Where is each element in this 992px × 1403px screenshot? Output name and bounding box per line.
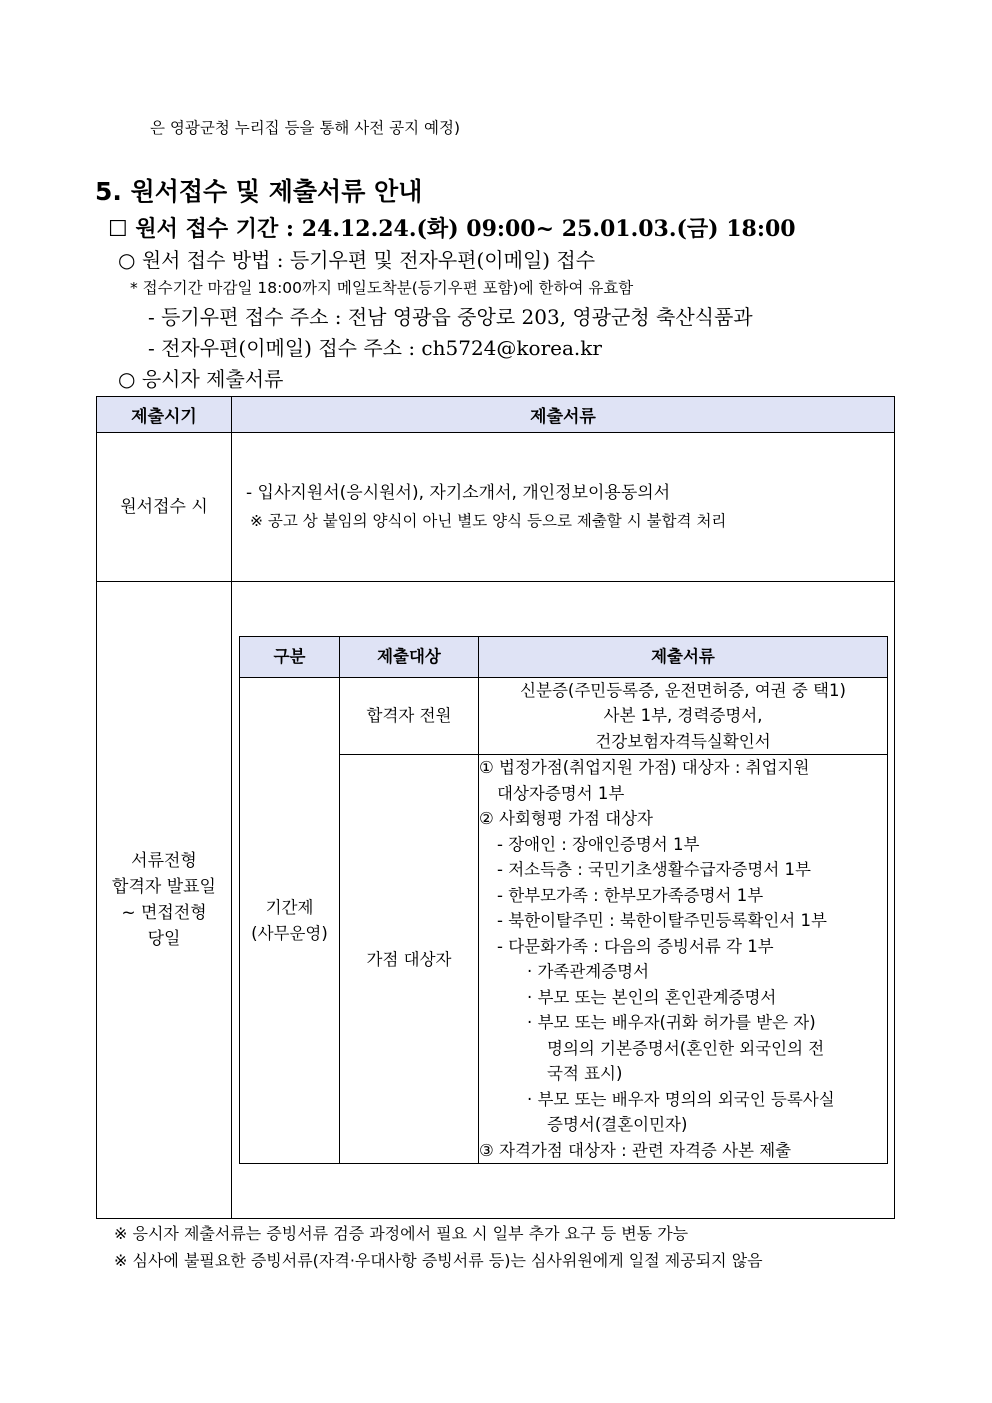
bonus-doc-line: 대상자증명서 1부 — [497, 783, 625, 803]
bonus-doc-line: · 가족관계증명서 — [527, 962, 650, 982]
circle-bullet: ○ — [118, 248, 136, 272]
footnote-2: ※ 심사에 불필요한 증빙서류(자격·우대사항 증빙서류 등)는 심사위원에게 일절 제공되지 않음 — [114, 1251, 763, 1270]
docs-all-line: 사본 1부, 경력증명서, — [603, 706, 763, 726]
docs-all-line: 건강보험자격득실확인서 — [595, 731, 771, 751]
row2-time-line: 당일 — [147, 929, 181, 949]
category-line: (사무운영) — [251, 923, 328, 943]
row2-time-line: 합격자 발표일 — [112, 877, 216, 897]
footnote-1: ※ 응시자 제출서류는 증빙서류 검증 과정에서 필요 시 일부 추가 요구 등 변동 가능 — [114, 1224, 689, 1243]
target-bonus: 가점 대상자 — [340, 755, 479, 1164]
table-header-row — [97, 397, 895, 433]
row2-time-line: ~ 면접전형 — [121, 903, 207, 923]
application-method — [118, 244, 595, 273]
bonus-doc-line: - 장애인 : 장애인증명서 1부 — [497, 834, 700, 854]
detail-header-row — [240, 636, 888, 677]
method-value: 등기우편 및 전자우편(이메일) 접수 — [289, 248, 596, 272]
table-row — [97, 582, 895, 1219]
row2-time-line: 서류전형 — [131, 851, 197, 871]
period-label: 원서 접수 기간 : — [135, 216, 295, 242]
header-target: 제출대상 — [340, 636, 479, 677]
docs-bonus — [479, 755, 888, 1164]
section-heading: 5. 원서접수 및 제출서류 안내 — [95, 177, 423, 206]
docs-all-line: 신분증(주민등록증, 운전면허증, 여권 중 택1) — [520, 680, 846, 700]
bonus-doc-line: · 부모 또는 배우자(귀화 허가를 받은 자) — [527, 1013, 816, 1033]
header-submit-time: 제출시기 — [97, 397, 232, 433]
target-all: 합격자 전원 — [340, 677, 479, 755]
table-row — [97, 433, 895, 582]
bonus-doc-line: ② 사회형평 가점 대상자 — [479, 809, 653, 829]
bonus-doc-line: - 저소득층 : 국민기초생활수급자증명서 1부 — [497, 860, 811, 880]
category-cell — [240, 677, 340, 1164]
docs-title-label: 응시자 제출서류 — [141, 367, 284, 391]
row2-time — [97, 582, 232, 1219]
row1-doc-line: - 입사지원서(응시원서), 자기소개서, 개인정보이용동의서 — [246, 483, 671, 503]
row2-docs — [232, 582, 895, 1219]
mail-address — [148, 301, 753, 330]
deadline-note: * 접수기간 마감일 18:00까지 메일도착분(등기우편 포함)에 한하여 유효함 — [130, 279, 634, 297]
circle-bullet: ○ — [118, 367, 136, 391]
bonus-doc-line: 증명서(결혼이민자) — [547, 1115, 688, 1135]
table-row — [240, 677, 888, 755]
mail-address-value: 전남 영광읍 중앙로 203, 영광군청 축산식품과 — [347, 305, 753, 329]
bonus-doc-line: ③ 자격가점 대상자 : 관련 자격증 사본 제출 — [479, 1140, 792, 1160]
bonus-doc-line: - 한부모가족 : 한부모가족증명서 1부 — [497, 885, 764, 905]
bonus-doc-line: · 부모 또는 본인의 혼인관계증명서 — [527, 987, 777, 1007]
checkbox-bullet: ☐ — [108, 217, 128, 242]
application-period — [108, 212, 796, 243]
docs-title — [118, 363, 283, 392]
bonus-doc-line: - 북한이탈주민 : 북한이탈주민등록확인서 1부 — [497, 911, 827, 931]
email-address-label: - 전자우편(이메일) 접수 주소 : — [148, 336, 416, 360]
header-submit-docs: 제출서류 — [232, 397, 895, 433]
row1-docs — [232, 433, 895, 582]
row1-note: ※ 공고 상 붙임의 양식이 아닌 별도 양식 등으로 제출할 시 불합격 처리 — [250, 512, 727, 530]
period-value: 24.12.24.(화) 09:00~ 25.01.03.(금) 18:00 — [301, 216, 796, 242]
intro-line: 은 영광군청 누리집 등을 통해 사전 공지 예정) — [150, 119, 461, 137]
header-docs: 제출서류 — [479, 636, 888, 677]
bonus-doc-line: 명의의 기본증명서(혼인한 외국인의 전 — [547, 1038, 825, 1058]
method-label: 원서 접수 방법 : — [141, 248, 284, 272]
bonus-doc-line: · 부모 또는 배우자 명의의 외국인 등록사실 — [527, 1089, 835, 1109]
row1-time: 원서접수 시 — [97, 433, 232, 582]
category-line: 기간제 — [265, 898, 314, 917]
email-address-value: ch5724@korea.kr — [421, 336, 602, 360]
bonus-doc-line: 국적 표시) — [547, 1064, 623, 1084]
submission-table — [96, 396, 895, 1219]
detail-table — [239, 636, 888, 1165]
email-address — [148, 332, 602, 361]
header-category: 구분 — [240, 636, 340, 677]
bonus-doc-line: ① 법정가점(취업지원 가점) 대상자 : 취업지원 — [479, 758, 810, 778]
bonus-doc-line: - 다문화가족 : 다음의 증빙서류 각 1부 — [497, 936, 774, 956]
mail-address-label: - 등기우편 접수 주소 : — [148, 305, 342, 329]
docs-all — [479, 677, 888, 755]
